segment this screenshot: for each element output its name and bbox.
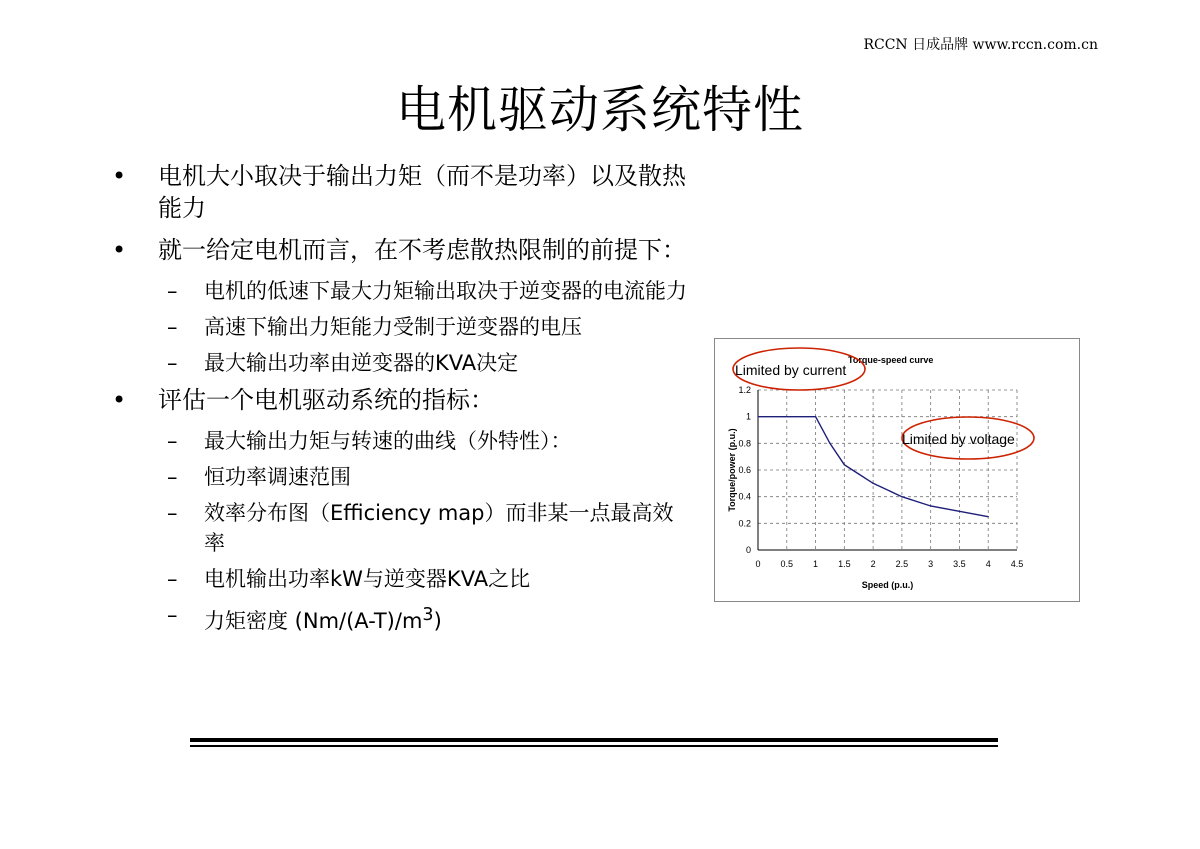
series-point	[901, 496, 902, 497]
x-tick-label: 4	[985, 559, 991, 569]
series-point	[873, 483, 874, 484]
x-tick-label: 4.5	[1010, 559, 1024, 569]
chart-title: Torque-speed curve	[848, 355, 934, 365]
sub-item	[112, 600, 692, 636]
sub-text: 力矩密度 (Nm/(A-T)/m	[204, 609, 423, 633]
bullet-mark: •	[112, 236, 127, 264]
bullet-item	[112, 234, 692, 266]
bullet-mark: •	[112, 162, 127, 190]
annotation-voltage: Limited by voltage	[902, 431, 1015, 447]
sub-text: 电机的低速下最大力矩输出取决于逆变器的电流能力	[204, 279, 687, 303]
y-tick-label: 0.2	[738, 518, 751, 529]
torque-speed-chart	[714, 338, 1080, 602]
series-point	[930, 505, 931, 506]
bullet-text: 就一给定电机而言，在不考虑散热限制的前提下：	[158, 236, 686, 264]
sub-item	[112, 426, 692, 456]
sub-item	[112, 348, 692, 378]
x-axis-label: Speed (p.u.)	[861, 580, 914, 590]
chart-svg	[715, 339, 1079, 601]
dash-mark: –	[167, 279, 178, 303]
x-tick-label: 2	[870, 559, 876, 569]
dash-mark: –	[167, 351, 178, 375]
x-tick-label: 1.5	[838, 559, 851, 569]
dash-mark: –	[167, 603, 178, 627]
y-tick-label: 1	[745, 411, 751, 422]
y-axis-label: Torque/power (p.u.)	[727, 428, 737, 512]
bullet-item	[112, 384, 692, 416]
series-point	[858, 473, 859, 474]
sub-item	[112, 312, 692, 342]
sub-item	[112, 462, 692, 492]
series-point	[988, 516, 989, 517]
sub-text: 效率分布图（Efficiency map）而非某一点最高效率	[204, 501, 674, 555]
x-tick-label: 0.5	[780, 559, 794, 569]
series-point	[844, 464, 845, 465]
footer-rule-thin	[190, 745, 998, 747]
y-tick-label: 0	[745, 545, 751, 555]
bullet-list	[112, 160, 692, 642]
x-tick-label: 3	[928, 559, 934, 569]
sub-text: 恒功率调速范围	[204, 465, 351, 489]
x-tick-label: 0	[755, 559, 761, 569]
dash-mark: –	[167, 429, 178, 453]
header-brand: RCCN 日成品牌 www.rccn.com.cn	[863, 37, 1098, 53]
bullet-text: 电机大小取决于输出力矩（而不是功率）以及散热能力	[158, 162, 686, 222]
sub-text-tail: )	[433, 609, 442, 633]
series-point	[959, 511, 960, 512]
y-tick-label: 0.8	[738, 438, 751, 449]
x-tick-label: 3.5	[953, 559, 966, 569]
series-point	[815, 416, 816, 417]
sub-item	[112, 276, 692, 306]
y-tick-label: 0.4	[738, 491, 751, 502]
superscript-three: 3	[422, 605, 434, 625]
sub-item	[112, 498, 692, 558]
sub-text: 高速下输出力矩能力受制于逆变器的电压	[204, 315, 582, 339]
bullet-item	[112, 160, 692, 224]
footer-rule-thick	[190, 738, 998, 742]
y-tick-label: 1.2	[738, 385, 751, 395]
bullet-mark: •	[112, 386, 127, 414]
x-tick-label: 2.5	[895, 559, 909, 569]
bullet-text: 评估一个电机驱动系统的指标：	[158, 386, 494, 414]
annotation-current: Limited by current	[735, 362, 847, 378]
dash-mark: –	[167, 567, 178, 591]
sub-item	[112, 564, 692, 594]
dash-mark: –	[167, 315, 178, 339]
series-point	[757, 416, 758, 417]
dash-mark: –	[167, 501, 178, 525]
sub-text: 最大输出力矩与转速的曲线（外特性）：	[204, 429, 572, 453]
x-tick-label: 1	[813, 559, 819, 569]
sub-text: 电机输出功率kW与逆变器KVA之比	[204, 567, 531, 591]
sub-text: 最大输出功率由逆变器的KVA决定	[204, 351, 519, 375]
slide-title: 电机驱动系统特性	[396, 81, 804, 139]
y-tick-label: 0.6	[738, 465, 751, 475]
series-point	[829, 443, 830, 444]
dash-mark: –	[167, 465, 178, 489]
